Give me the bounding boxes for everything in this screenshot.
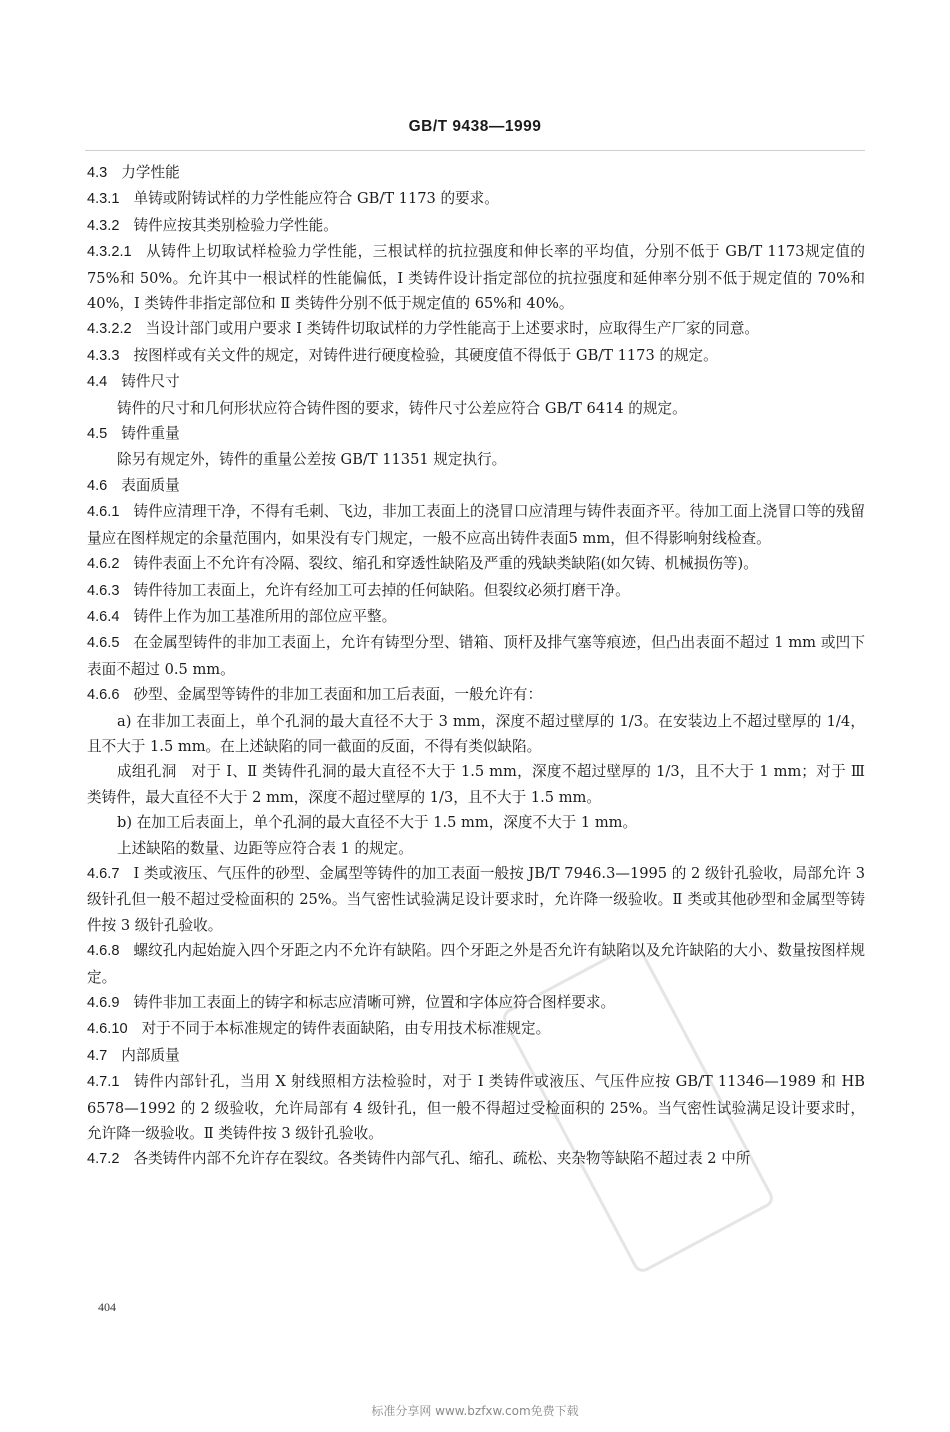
- clause-number: 4.6.5: [87, 635, 120, 652]
- clause-body: 上述缺陷的数量、边距等应符合表 1 的规定。: [117, 839, 413, 857]
- clause-body: 从铸件上切取试样检验力学性能，三根试样的抗拉强度和伸长率的平均值，分别不低于 GB/T 1173规定值的 75%和 50%。允许其中一根试样的性能偏低，I 类铸件设计指定部位的抗拉强度和延伸率分别不低于规定值的 70%和 40%，I 类铸件非指定部位和 Ⅱ 类铸件分别不低于规定值的 65%和 40%。: [87, 243, 865, 313]
- clause-4-3-1: [87, 186, 865, 212]
- clause-body: 铸件非加工表面上的铸字和标志应清晰可辨，位置和字体应符合图样要求。: [133, 994, 616, 1011]
- clause-body: 砂型、金属型等铸件的非加工表面和加工后表面，一般允许有：: [133, 686, 543, 704]
- clause-body: 按图样或有关文件的规定，对铸件进行硬度检验，其硬度值不得低于 GB/T 1173 的规定。: [133, 346, 718, 364]
- clause-number: 4.6.10: [87, 1021, 128, 1038]
- clause-4-6-4: [87, 604, 865, 630]
- clause-text: [87, 810, 865, 835]
- clause-number: 4.6.8: [87, 943, 120, 960]
- clause-4-6-7: [87, 861, 865, 938]
- clause-body: 铸件内部针孔，当用 X 射线照相方法检验时，对于 I 类铸件或液压、气压件应按 GB/T 11346—1989 和 HB 6578—1992 的 2 级验收，允许局部有 4 级针孔，但一般不得超过受检面积的 25%。当气密性试验满足设计要求时，允许降一级验收。Ⅱ 类铸件按 3 级针孔验收。: [87, 1073, 865, 1143]
- clause-number: 4.5: [87, 426, 108, 443]
- clause-number: 4.3.3: [87, 347, 120, 364]
- clause-number: 4.6.7: [87, 865, 120, 882]
- clause-4-3-2-2: [87, 316, 865, 342]
- clause-body: 各类铸件内部不允许存在裂纹。各类铸件内部气孔、缩孔、疏松、夹杂物等缺陷不超过表 2 中所: [133, 1150, 751, 1168]
- clause-4-3: [87, 160, 865, 186]
- clause-number: 4.3.2: [87, 217, 120, 234]
- footer-watermark: 标准分享网 www.bzfxw.com免费下载: [371, 1404, 579, 1418]
- header-rule: [85, 150, 865, 151]
- page-number: 404: [98, 1300, 116, 1314]
- clause-body: 铸件的尺寸和几何形状应符合铸件图的要求，铸件尺寸公差应符合 GB/T 6414 的规定。: [117, 399, 687, 417]
- clause-number: 4.6.2: [87, 556, 120, 573]
- clause-4-6: [87, 473, 865, 499]
- clause-body: 铸件上作为加工基准所用的部位应平整。: [133, 607, 397, 625]
- clause-4-4: [87, 369, 865, 395]
- clause-4-6-1: [87, 499, 865, 551]
- clause-4-6-6: [87, 682, 865, 708]
- clause-body: I 类或液压、气压件的砂型、金属型等铸件的加工表面一般按 JB/T 7946.3—1995 的 2 级针孔验收，局部允许 3 级针孔但一般不超过受检面积的 25%。当气密性试验满足设计要求时，允许降一级验收。Ⅱ 类或其他砂型和金属型等铸件按 3 级针孔验收。: [87, 864, 865, 934]
- clause-number: 4.7.1: [87, 1074, 120, 1091]
- clause-text: [87, 396, 865, 421]
- clause-body: 表面质量: [121, 476, 180, 494]
- clause-number: 4.3.1: [87, 191, 120, 208]
- clause-body: 铸件表面上不允许有冷隔、裂纹、缩孔和穿透性缺陷及严重的残缺类缺陷(如欠铸、机械损伤等)。: [133, 555, 758, 573]
- page-header: GB/T 9438—1999: [408, 118, 542, 135]
- document-body: [87, 160, 865, 1173]
- clause-4-6-5: [87, 630, 865, 682]
- clause-body: 铸件应按其类别检验力学性能。: [133, 216, 338, 234]
- clause-4-3-3: [87, 343, 865, 369]
- clause-4-6-3: [87, 578, 865, 604]
- clause-number: 4.4: [87, 374, 108, 391]
- clause-body: 单铸或附铸试样的力学性能应符合 GB/T 1173 的要求。: [133, 190, 499, 208]
- clause-4-6-10: [87, 1016, 865, 1042]
- clause-text: [87, 836, 865, 861]
- clause-body: 当设计部门或用户要求 I 类铸件切取试样的力学性能高于上述要求时，应取得生产厂家的同意。: [145, 320, 760, 338]
- clause-body: 成组孔洞 对于 I、Ⅱ 类铸件孔洞的最大直径不大于 1.5 mm，深度不超过壁厚的 1/3，且不大于 1 mm；对于 Ⅲ 类铸件，最大直径不大于 2 mm，深度不超过壁厚的 1/3，且不大于 1.5 mm。: [87, 763, 865, 806]
- clause-4-3-2: [87, 213, 865, 239]
- clause-body: 对于不同于本标准规定的铸件表面缺陷，由专用技术标准规定。: [141, 1020, 551, 1038]
- clause-body: 内部质量: [121, 1046, 180, 1064]
- clause-4-7: [87, 1043, 865, 1069]
- clause-body: 铸件尺寸: [121, 373, 180, 391]
- clause-4-7-2: [87, 1146, 865, 1172]
- clause-4-6-2: [87, 551, 865, 577]
- clause-4-6-9: [87, 990, 865, 1016]
- clause-text: [87, 709, 865, 760]
- clause-number: 4.6: [87, 477, 108, 494]
- clause-body: 铸件待加工表面上，允许有经加工可去掉的任何缺陷。但裂纹必须打磨干净。: [133, 581, 630, 599]
- clause-number: 4.6.6: [87, 687, 120, 704]
- clause-body: 铸件重量: [121, 425, 180, 443]
- clause-body: 在金属型铸件的非加工表面上，允许有铸型分型、错箱、顶杆及排气塞等痕迹，但凸出表面不超过 1 mm 或凹下表面不超过 0.5 mm。: [87, 634, 865, 678]
- clause-number: 4.6.1: [87, 504, 120, 521]
- clause-number: 4.7.2: [87, 1151, 120, 1168]
- clause-body: b) 在加工后表面上，单个孔洞的最大直径不大于 1.5 mm，深度不大于 1 mm。: [117, 814, 638, 832]
- clause-number: 4.3.2.2: [87, 321, 132, 338]
- clause-body: 力学性能: [121, 164, 180, 181]
- clause-body: 除另有规定外，铸件的重量公差按 GB/T 11351 规定执行。: [117, 451, 507, 469]
- clause-body: 铸件应清理干净，不得有毛刺、飞边，非加工表面上的浇冒口应清理与铸件表面齐平。待加工面上浇冒口等的残留量应在图样规定的余量范围内，如果没有专门规定，一般不应高出铸件表面5 mm，但不得影响射线检查。: [87, 503, 865, 547]
- clause-text: [87, 447, 865, 472]
- clause-body: a) 在非加工表面上，单个孔洞的最大直径不大于 3 mm，深度不超过壁厚的 1/3。在安装边上不超过壁厚的 1/4，且不大于 1.5 mm。在上述缺陷的同一截面的反面，不得有类似缺陷。: [87, 712, 865, 755]
- clause-number: 4.6.9: [87, 995, 120, 1011]
- clause-number: 4.3: [87, 165, 108, 181]
- clause-number: 4.3.2.1: [87, 244, 132, 261]
- clause-4-3-2-1: [87, 239, 865, 316]
- clause-number: 4.6.4: [87, 608, 120, 625]
- clause-text: [87, 759, 865, 810]
- clause-number: 4.7: [87, 1047, 108, 1064]
- clause-4-7-1: [87, 1069, 865, 1146]
- clause-number: 4.6.3: [87, 582, 120, 599]
- clause-body: 螺纹孔内起始旋入四个牙距之内不允许有缺陷。四个牙距之外是否允许有缺陷以及允许缺陷的大小、数量按图样规定。: [87, 942, 865, 986]
- clause-4-5: [87, 421, 865, 447]
- clause-4-6-8: [87, 938, 865, 990]
